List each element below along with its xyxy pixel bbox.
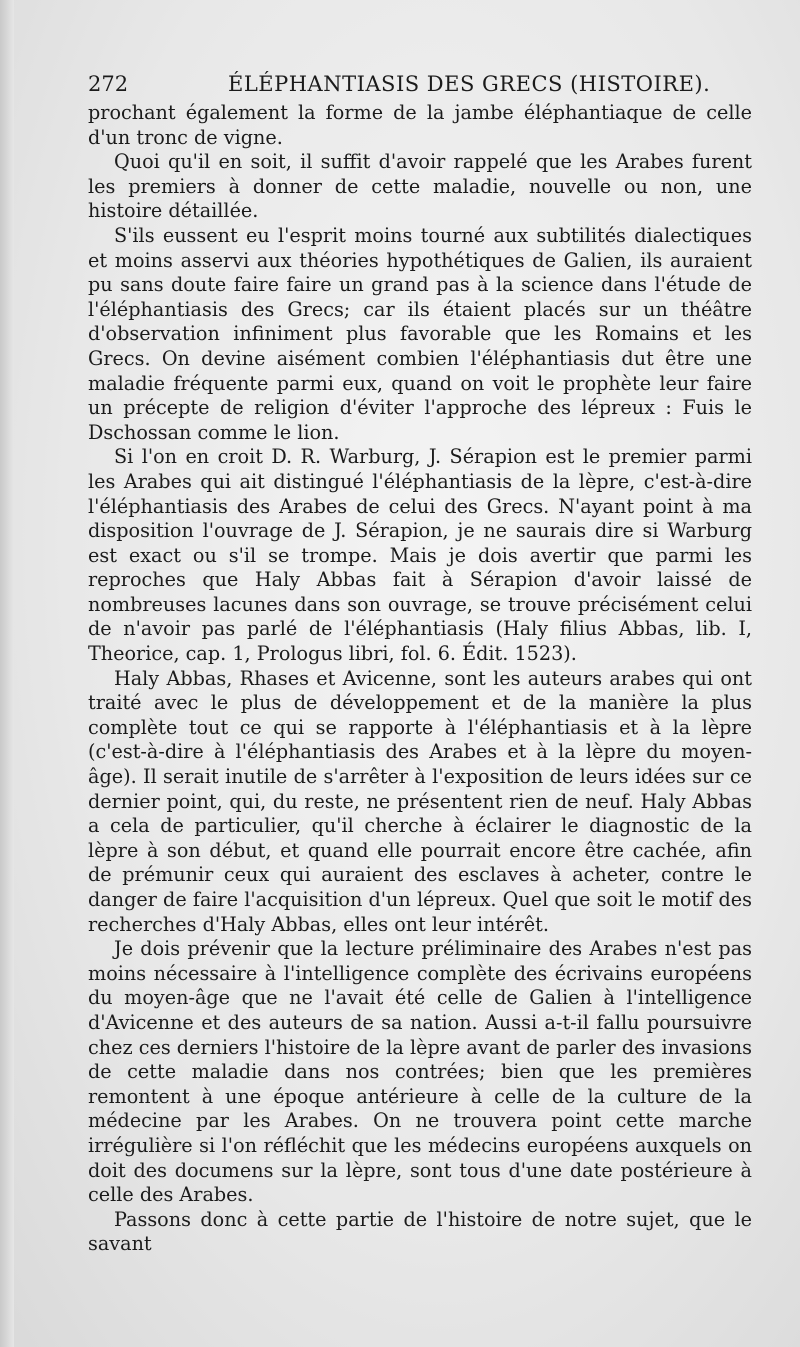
paragraph: Quoi qu'il en soit, il suffit d'avoir rappelé que les Arabes furent les premiers à donner de cette maladie, nouvelle ou non, une histoire détaillée. xyxy=(88,150,752,223)
paragraph-continuation: prochant également la forme de la jambe éléphantiaque de celle d'un tronc de vigne. xyxy=(88,101,752,149)
paragraph: S'ils eussent eu l'esprit moins tourné aux subtilités dialectiques et moins asservi aux théories hypothétiques de Galien, ils auraient pu sans doute faire faire un grand pas à la science dans l'étude de l'éléphantiasis des Grecs; car ils étaient placés sur un théâtre d'observation infiniment plus favorable que les Romains et les Grecs. On devine aisément combien l'éléphantiasis dut être une maladie fréquente parmi eux, quand on voit le prophète leur faire un précepte de religion d'éviter l'approche des lépreux : Fuis le Dschossan comme le lion. xyxy=(88,223,752,444)
paragraph: Si l'on en croit D. R. Warburg, J. Sérapion est le premier parmi les Arabes qui ait distingué l'éléphantiasis de la lèpre, c'est-à-dire l'éléphantiasis des Arabes de celui des Grecs. N'ayant point à ma disposition l'ouvrage de J. Sérapion, je ne saurais dire si Warburg est exact ou s'il se trompe. Mais je dois avertir que parmi les reproches que Haly Abbas fait à Sérapion d'avoir laissé de nombreuses lacunes dans son ouvrage, se trouve précisément celui de n'avoir pas parlé de l'éléphantiasis (Haly filius Abbas, lib. I, Theorice, cap. 1, Prologus libri, fol. 6. Édit. 1523). xyxy=(88,445,752,666)
paragraph: Je dois prévenir que la lecture préliminaire des Arabes n'est pas moins nécessaire à l'intelligence complète des écrivains européens du moyen-âge que ne l'avait été celle de Galien à l'intelligence d'Avicenne et des auteurs de sa nation. Aussi a-t-il fallu poursuivre chez ces derniers l'histoire de la lèpre avant de parler des invasions de cette maladie dans nos contrées; bien que les premières remontent à une époque antérieure à celle de la culture de la médecine par les Arabes. On ne trouvera point cette marche irrégulière si l'on réfléchit que les médecins européens auxquels on doit des documens sur la lèpre, sont tous d'une date postérieure à celle des Arabes. xyxy=(88,937,752,1207)
paragraph: Passons donc à cette partie de l'histoire de notre sujet, que le savant xyxy=(88,1207,752,1256)
page-number: 272 xyxy=(88,72,129,96)
body-text xyxy=(88,101,752,1257)
running-head xyxy=(88,68,753,100)
running-title: ÉLÉPHANTIASIS DES GRECS (HISTOIRE). xyxy=(228,72,711,96)
page-gutter-shadow xyxy=(0,0,14,1347)
paragraph: Haly Abbas, Rhases et Avicenne, sont les auteurs arabes qui ont traité avec le plus de développement et de la manière la plus complète tout ce qui se rapporte à l'éléphantiasis et à la lèpre (c'est-à-dire à l'éléphantiasis des Arabes et à la lèpre du moyen-âge). Il serait inutile de s'arrêter à l'exposition de leurs idées sur ce dernier point, qui, du reste, ne présentent rien de neuf. Haly Abbas a cela de particulier, qu'il cherche à éclairer le diagnostic de la lèpre à son début, et quand elle pourrait encore être cachée, afin de prémunir ceux qui auraient des esclaves à acheter, contre le danger de faire l'acquisition d'un lépreux. Quel que soit le motif des recherches d'Haly Abbas, elles ont leur intérêt. xyxy=(88,666,752,936)
